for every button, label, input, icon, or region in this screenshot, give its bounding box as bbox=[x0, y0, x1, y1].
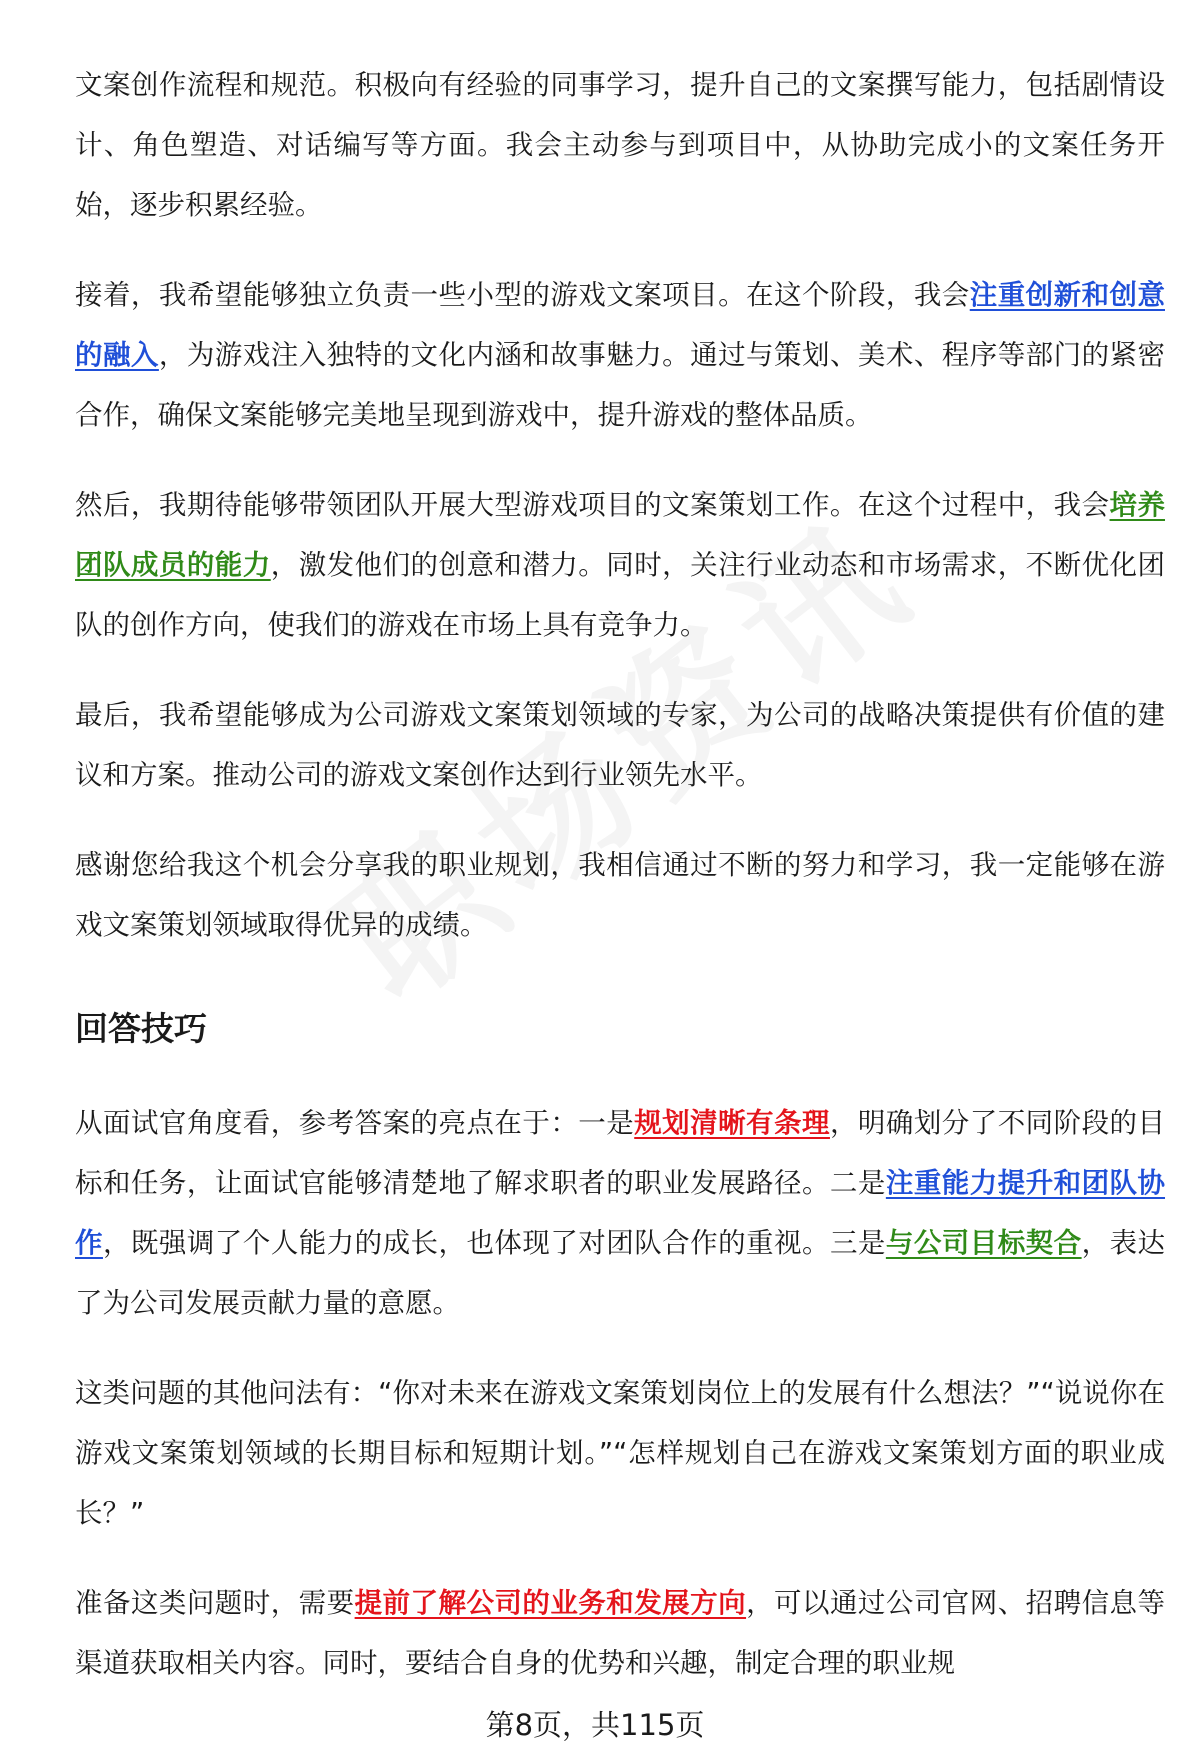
highlight-clear-plan: 规划清晰有条理 bbox=[634, 1107, 830, 1139]
prepare-text-b: ，可以通过公司官网、招聘信息等渠道获取相关内容。同时，要结合自身的优势和兴趣，制定合理的职业规 bbox=[75, 1587, 1166, 1679]
paragraph-3 bbox=[75, 475, 1165, 655]
prepare-text-a: 准备这类问题时，需要 bbox=[75, 1587, 355, 1619]
document-body bbox=[75, 55, 1165, 1693]
other-questions-paragraph: 这类问题的其他问法有：“你对未来在游戏文案策划岗位上的发展有什么想法？”“说说你在游戏文案策划领域的长期目标和短期计划。”“怎样规划自己在游戏文案策划方面的职业成长？” bbox=[75, 1377, 1165, 1529]
paragraph-3-text-a: 然后，我期待能够带领团队开展大型游戏项目的文案策划工作。在这个过程中，我会 bbox=[75, 489, 1110, 521]
tips-text-4: ，表达了为公司发展贡献力量的意愿。 bbox=[75, 1227, 1166, 1319]
highlight-innovation: 注重创新和创意的融入 bbox=[75, 279, 1165, 371]
page-number: 第8页，共115页 bbox=[485, 1708, 705, 1742]
paragraph-2-text-b: ，为游戏注入独特的文化内涵和故事魅力。通过与策划、美术、程序等部门的紧密合作，确保文案能够完美地呈现到游戏中，提升游戏的整体品质。 bbox=[75, 339, 1166, 431]
prepare-paragraph bbox=[75, 1573, 1165, 1693]
tips-text-2: ，明确划分了不同阶段的目标和任务，让面试官能够清楚地了解求职者的职业发展路径。二是 bbox=[75, 1107, 1166, 1199]
highlight-understand-company: 提前了解公司的业务和发展方向 bbox=[354, 1587, 747, 1619]
paragraph-5: 感谢您给我这个机会分享我的职业规划，我相信通过不断的努力和学习，我一定能够在游戏文案策划领域取得优异的成绩。 bbox=[75, 849, 1165, 941]
highlight-team-ability: 培养团队成员的能力 bbox=[75, 489, 1166, 581]
paragraph-3-text-b: ，激发他们的创意和潜力。同时，关注行业动态和市场需求，不断优化团队的创作方向，使我们的游戏在市场上具有竞争力。 bbox=[75, 549, 1166, 641]
paragraph-2-text-a: 接着，我希望能够独立负责一些小型的游戏文案项目。在这个阶段，我会 bbox=[75, 279, 970, 311]
paragraph-2 bbox=[75, 265, 1165, 445]
highlight-company-goals: 与公司目标契合 bbox=[885, 1227, 1082, 1259]
paragraph-4: 最后，我希望能够成为公司游戏文案策划领域的专家，为公司的战略决策提供有价值的建议和方案。推动公司的游戏文案创作达到行业领先水平。 bbox=[75, 699, 1165, 791]
tips-text-1: 从面试官角度看，参考答案的亮点在于：一是 bbox=[75, 1107, 635, 1139]
paragraph-1: 文案创作流程和规范。积极向有经验的同事学习，提升自己的文案撰写能力，包括剧情设计、角色塑造、对话编写等方面。我会主动参与到项目中，从协助完成小的文案任务开始，逐步积累经验。 bbox=[75, 69, 1165, 221]
tips-paragraph bbox=[75, 1093, 1165, 1333]
highlight-ability-teamwork: 注重能力提升和团队协作 bbox=[75, 1167, 1166, 1259]
section-heading: 回答技巧 bbox=[75, 1009, 207, 1048]
tips-text-3: ，既强调了个人能力的成长，也体现了对团队合作的重视。三是 bbox=[102, 1227, 886, 1259]
